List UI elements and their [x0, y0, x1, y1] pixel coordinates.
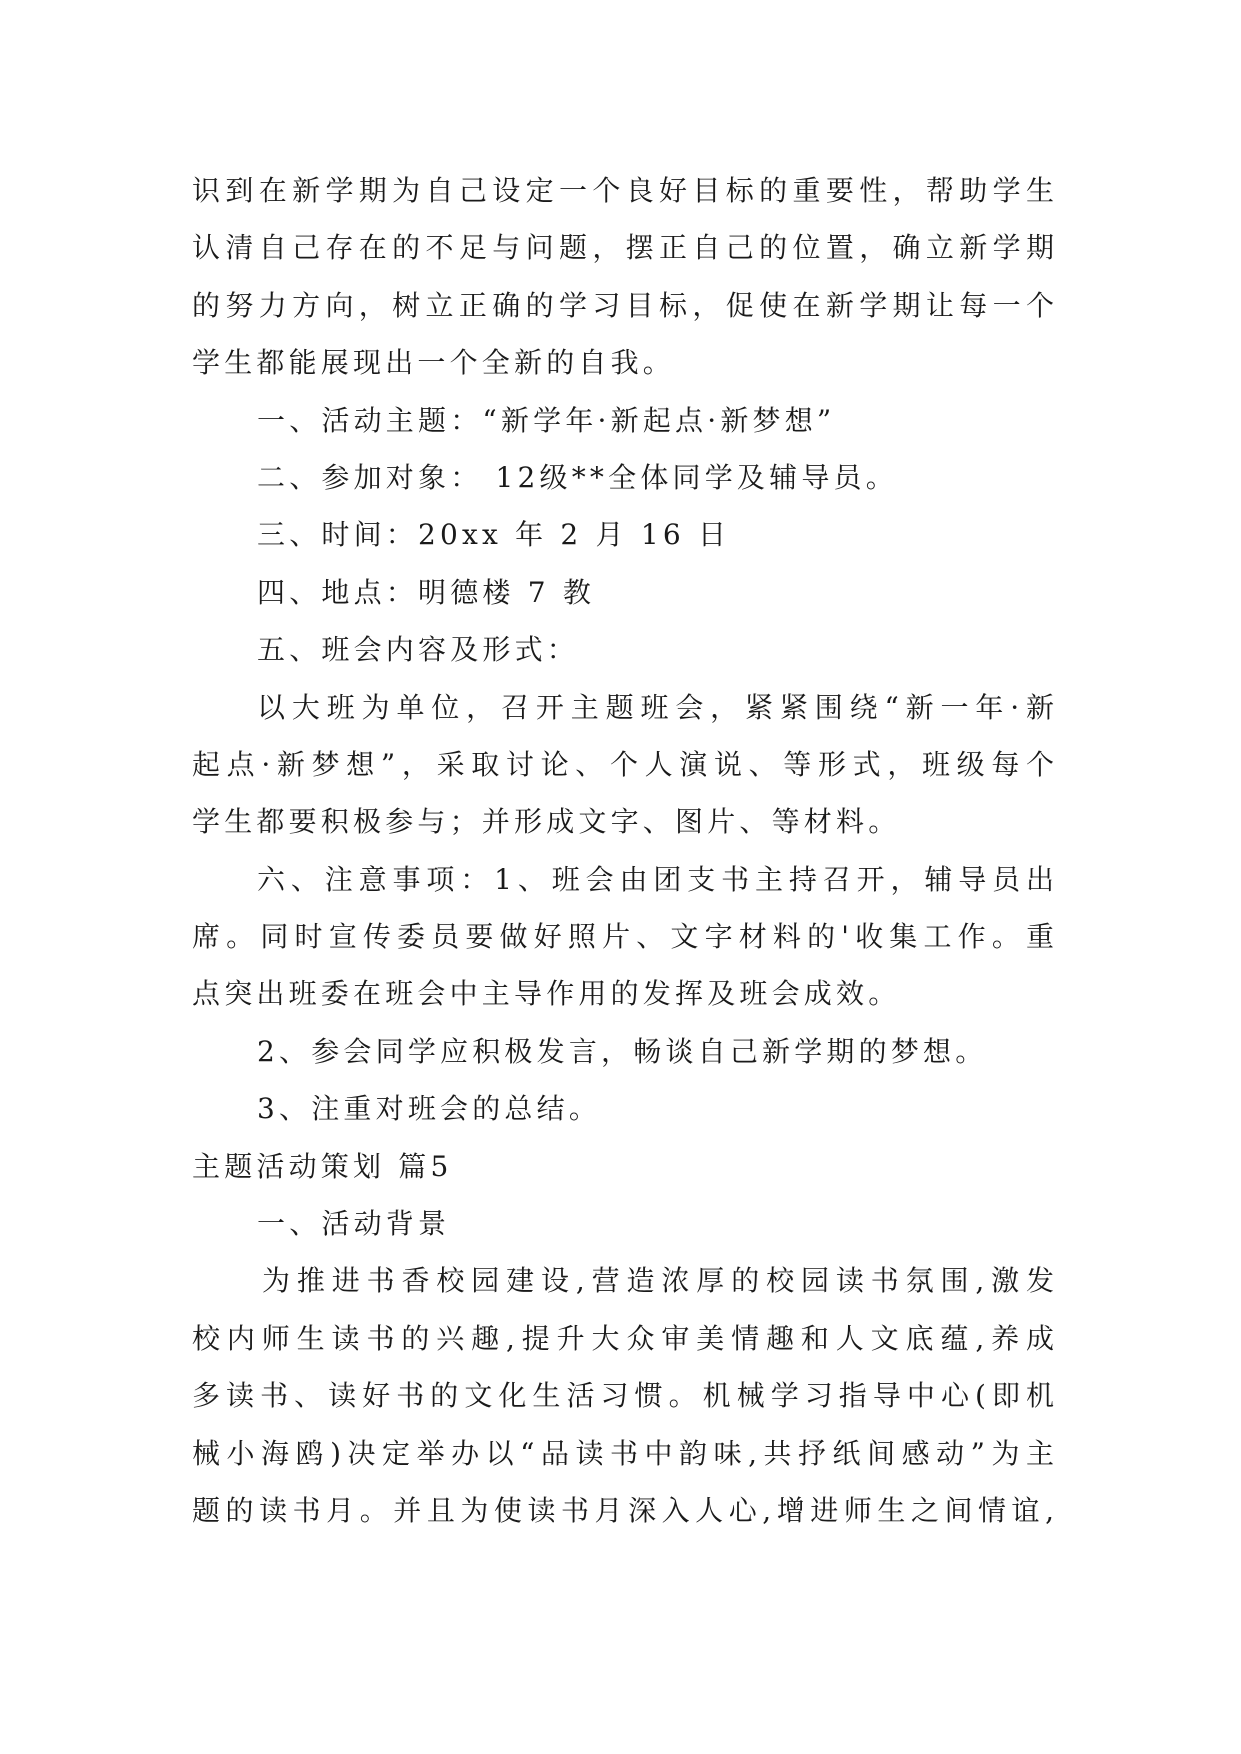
- document-body: [192, 162, 1054, 1539]
- section-heading-notes: 六、注意事项：1、班会由团支书主持召开，辅导员出: [257, 862, 1054, 896]
- paragraph-line: 以大班为单位，召开主题班会，紧紧围绕“新一年·新: [257, 690, 1054, 724]
- paragraph-line: 席。同时宣传委员要做好照片、文字材料的'收集工作。重: [192, 920, 1054, 954]
- paragraph-line: 点突出班委在班会中主导作用的发挥及班会成效。: [192, 977, 901, 1011]
- section-heading-background: 一、活动背景: [257, 1207, 451, 1241]
- paragraph-line: 为推进书香校园建设,营造浓厚的校园读书氛围,激发: [262, 1264, 1054, 1298]
- paragraph-line: 识到在新学期为自己设定一个良好目标的重要性，帮助学生: [192, 174, 1054, 207]
- section-heading-theme: 一、活动主题：“新学年·新起点·新梦想”: [257, 403, 836, 437]
- paragraph-line: 械小海鸥)决定举办以“品读书中韵味,共抒纸间感动”为主: [192, 1436, 1054, 1470]
- paragraph-line: 校内师生读书的兴趣,提升大众审美情趣和人文底蕴,养成: [192, 1321, 1054, 1355]
- section-heading-content: 五、班会内容及形式：: [257, 633, 580, 667]
- section-heading-time: 三、时间：20xx 年 2 月 16 日: [257, 518, 731, 552]
- paragraph-line: 学生都要积极参与；并形成文字、图片、等材料。: [192, 805, 901, 839]
- paragraph-line: 题的读书月。并且为使读书月深入人心,增进师生之间情谊,: [192, 1493, 1054, 1527]
- paragraph-line: 多读书、读好书的文化生活习惯。机械学习指导中心(即机: [192, 1379, 1054, 1413]
- paragraph-line: 的努力方向，树立正确的学习目标，促使在新学期让每一个: [192, 288, 1054, 322]
- section-heading-participants: 二、参加对象： 12级**全体同学及辅导员。: [257, 460, 898, 494]
- paragraph-line: 起点·新梦想”，采取讨论、个人演说、等形式，班级每个: [192, 747, 1054, 781]
- paragraph-line: 认清自己存在的不足与问题，摆正自己的位置，确立新学期: [192, 231, 1054, 265]
- paragraph-line: 学生都能展现出一个全新的自我。: [192, 346, 676, 380]
- section-heading-location: 四、地点：明德楼 7 教: [257, 575, 596, 609]
- list-item: 2、参会同学应积极发言，畅谈自己新学期的梦想。: [257, 1034, 988, 1068]
- article-title: 主题活动策划 篇5: [192, 1149, 453, 1183]
- list-item: 3、注重对班会的总结。: [257, 1092, 602, 1126]
